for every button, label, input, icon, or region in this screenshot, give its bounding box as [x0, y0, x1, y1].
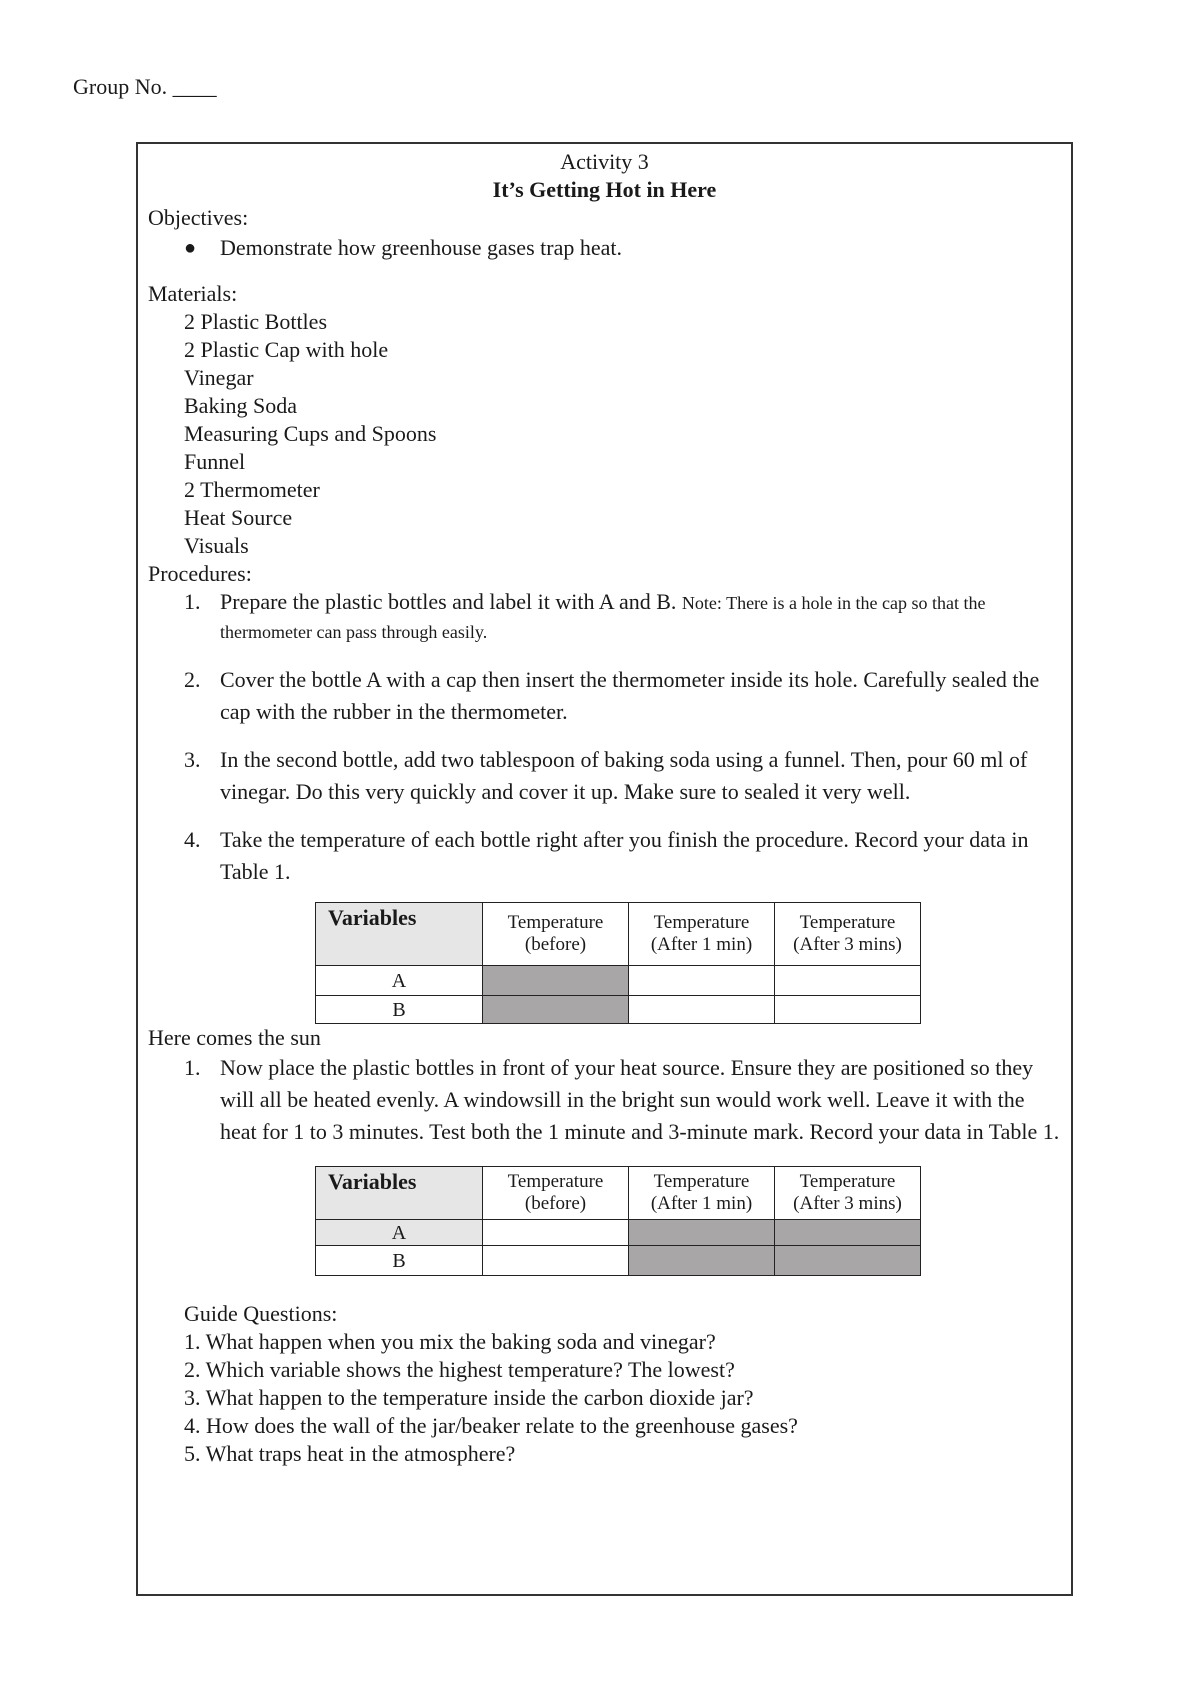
sun-step — [184, 1052, 1061, 1148]
step-text: Cover the bottle A with a cap then insert the thermometer inside its hole. Carefully sealed the cap with the rubber in the thermometer. — [220, 667, 1040, 724]
table-header-after-1: Temperature (After 1 min) — [629, 903, 775, 966]
guide-question: 2. Which variable shows the highest temperature? The lowest? — [184, 1357, 735, 1382]
procedure-step — [184, 824, 1061, 888]
activity-box — [136, 142, 1073, 1596]
row-label: B — [316, 996, 483, 1024]
table-header-after-3: Temperature (After 3 mins) — [775, 903, 921, 966]
cell-after-1[interactable] — [629, 996, 775, 1024]
data-table-1 — [315, 902, 921, 1024]
table-header-variables: Variables — [316, 903, 483, 966]
procedure-step — [184, 664, 1061, 728]
step-number: 1. — [184, 589, 201, 614]
row-label: B — [316, 1246, 483, 1276]
step-number: 2. — [184, 667, 201, 692]
table-header-before: Temperature (before) — [483, 1167, 629, 1220]
material-item: Heat Source — [184, 505, 293, 530]
step-number: 3. — [184, 747, 201, 772]
step-main-text: Prepare the plastic bottles and label it with A and B. — [220, 589, 682, 614]
procedure-step — [184, 744, 1061, 808]
activity-title: It’s Getting Hot in Here — [492, 177, 717, 202]
cell-before — [483, 966, 629, 996]
step-text: Take the temperature of each bottle right after you finish the procedure. Record your data in Table 1. — [220, 827, 1029, 884]
row-label: A — [316, 1220, 483, 1246]
table-header-before: Temperature (before) — [483, 903, 629, 966]
objective-text: Demonstrate how greenhouse gases trap heat. — [220, 235, 622, 260]
guide-heading: Guide Questions: — [184, 1301, 338, 1326]
cell-after-3[interactable] — [775, 996, 921, 1024]
objective-item — [184, 234, 1061, 262]
step-text: Now place the plastic bottles in front of your heat source. Ensure they are positioned so they will all be heated evenly. A windowsill in the bright sun would work well. Leave it with the heat for 1 to 3 minutes. Test both the 1 minute and 3-minute mark. Record your data in Table 1. — [220, 1055, 1060, 1144]
table-header-after-3: Temperature (After 3 mins) — [775, 1167, 921, 1220]
materials-list — [184, 308, 1061, 560]
cell-after-1[interactable] — [629, 966, 775, 996]
step-number: 1. — [184, 1055, 201, 1080]
cell-after-3 — [775, 1220, 921, 1246]
cell-before[interactable] — [483, 1246, 629, 1276]
step-note: Note: There is a hole in the cap so that the thermometer can pass through easily. — [220, 593, 986, 642]
data-table-2 — [315, 1166, 921, 1276]
procedures-heading: Procedures: — [148, 561, 252, 586]
material-item: Vinegar — [184, 365, 254, 390]
material-item: Baking Soda — [184, 393, 298, 418]
group-number-label: Group No. ____ — [73, 74, 217, 99]
cell-after-1 — [629, 1220, 775, 1246]
table-header-after-1: Temperature (After 1 min) — [629, 1167, 775, 1220]
table-header-variables: Variables — [316, 1167, 483, 1220]
material-item: 2 Plastic Bottles — [184, 309, 327, 334]
sun-heading: Here comes the sun — [148, 1025, 321, 1050]
material-item: 2 Thermometer — [184, 477, 320, 502]
guide-question: 3. What happen to the temperature inside the carbon dioxide jar? — [184, 1385, 754, 1410]
table-header-row — [316, 903, 921, 966]
materials-heading: Materials: — [148, 281, 238, 306]
cell-after-3[interactable] — [775, 966, 921, 996]
cell-after-3 — [775, 1246, 921, 1276]
material-item: Visuals — [184, 533, 249, 558]
cell-before[interactable] — [483, 1220, 629, 1246]
step-number: 4. — [184, 827, 201, 852]
guide-questions — [184, 1300, 1061, 1468]
table-row — [316, 996, 921, 1024]
activity-number: Activity 3 — [560, 149, 649, 174]
material-item: 2 Plastic Cap with hole — [184, 337, 389, 362]
material-item: Measuring Cups and Spoons — [184, 421, 437, 446]
cell-before — [483, 996, 629, 1024]
table-row — [316, 966, 921, 996]
guide-question: 5. What traps heat in the atmosphere? — [184, 1441, 516, 1466]
table-row — [316, 1220, 921, 1246]
step-text — [220, 588, 1061, 646]
procedure-step — [184, 588, 1061, 646]
material-item: Funnel — [184, 449, 246, 474]
activity-content — [148, 144, 1061, 1468]
bullet-icon: ● — [184, 237, 197, 259]
objectives-heading: Objectives: — [148, 205, 249, 230]
table-header-row — [316, 1167, 921, 1220]
row-label: A — [316, 966, 483, 996]
guide-question: 4. How does the wall of the jar/beaker relate to the greenhouse gases? — [184, 1413, 798, 1438]
guide-question: 1. What happen when you mix the baking soda and vinegar? — [184, 1329, 716, 1354]
step-text: In the second bottle, add two tablespoon of baking soda using a funnel. Then, pour 60 ml of vinegar. Do this very quickly and cover it up. Make sure to sealed it very well. — [220, 747, 1028, 804]
cell-after-1 — [629, 1246, 775, 1276]
table-row — [316, 1246, 921, 1276]
